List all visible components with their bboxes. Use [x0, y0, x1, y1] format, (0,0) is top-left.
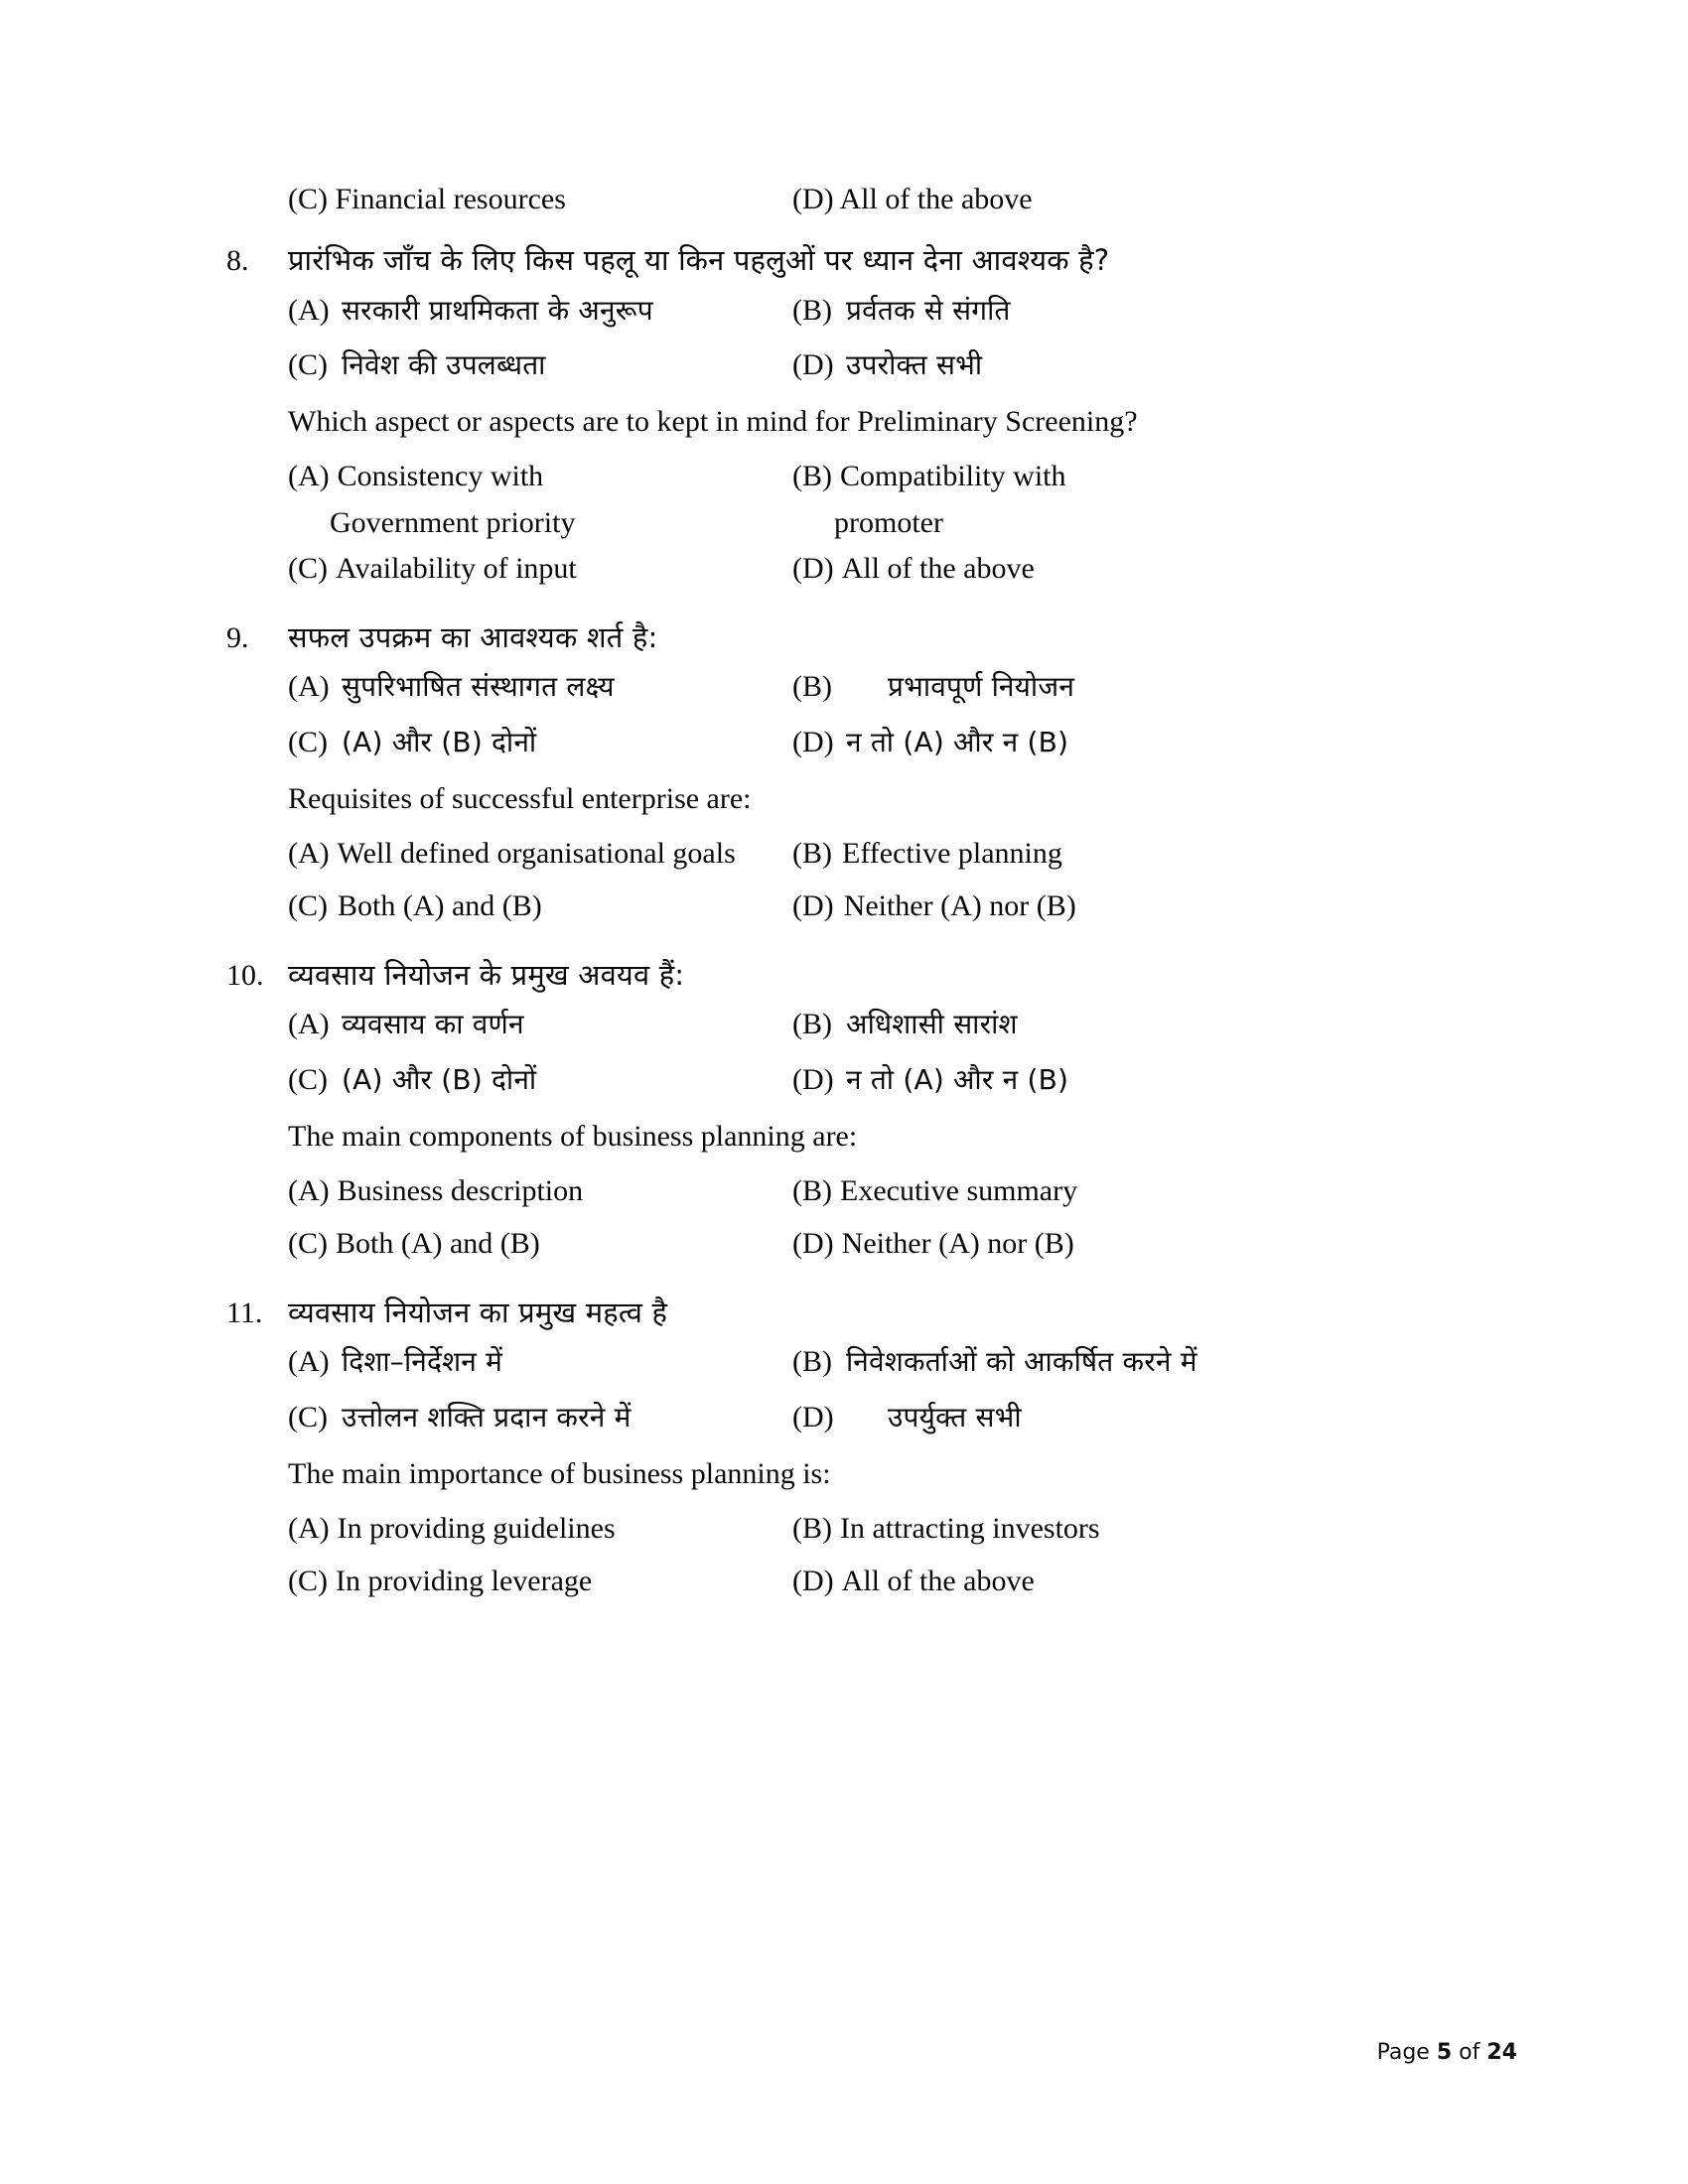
- option-text: Business description: [337, 1173, 584, 1207]
- option-label: (D): [792, 1226, 834, 1260]
- carryover-option-c: [288, 177, 792, 221]
- option-text: (A) और (B) दोनों: [342, 1062, 537, 1096]
- option-label: (A): [288, 836, 330, 870]
- question-9-option-c-english[interactable]: [288, 884, 792, 928]
- option-text: निवेश की उपलब्धता: [342, 347, 546, 381]
- question-8-option-b-english[interactable]: [792, 454, 1458, 498]
- option-text: (A) और (B) दोनों: [342, 725, 537, 758]
- question-11-stem-hindi-text: व्यवसाय नियोजन का प्रमुख महत्व है: [288, 1295, 668, 1329]
- option-label: (A): [288, 293, 330, 327]
- question-11-number: 11.: [226, 1296, 263, 1329]
- option-text: Both (A) and (B): [338, 888, 542, 922]
- spacer: [226, 936, 1458, 954]
- question-10-options-english-row1: [288, 1168, 1458, 1213]
- question-9-option-b-hindi[interactable]: [792, 665, 1458, 708]
- question-8-option-b-english-line2: promoter: [834, 505, 943, 539]
- question-10-option-d-hindi[interactable]: [792, 1058, 1458, 1101]
- option-text: Executive summary: [840, 1173, 1078, 1207]
- option-label: (C): [288, 1564, 328, 1597]
- question-9-option-d-hindi[interactable]: [792, 721, 1458, 763]
- carryover-option-c-text: (C) Financial resources: [288, 183, 566, 215]
- option-label: (D): [792, 1400, 834, 1433]
- option-text: Consistency with: [337, 459, 544, 492]
- option-label: (B): [792, 1345, 832, 1379]
- question-11-options-hindi-row1: [288, 1340, 1458, 1383]
- question-block-9: [226, 616, 1458, 928]
- option-label: (D): [792, 347, 834, 381]
- footer-page-prefix: Page: [1376, 2040, 1430, 2065]
- option-text: दिशा–निर्देशन में: [342, 1345, 503, 1379]
- question-9-option-a-english[interactable]: [288, 831, 792, 876]
- option-label: (B): [792, 1511, 832, 1545]
- question-10-options-hindi-row2: [288, 1058, 1458, 1101]
- option-text: उत्तोलन शक्ति प्रदान करने में: [342, 1400, 632, 1433]
- option-label: (D): [792, 888, 834, 922]
- option-text: निवेशकर्ताओं को आकर्षित करने में: [846, 1345, 1197, 1379]
- question-10-stem-english: The main components of business planning are:: [288, 1120, 858, 1154]
- question-9-option-d-english[interactable]: [792, 884, 1458, 928]
- option-label: (C): [288, 888, 328, 922]
- carryover-option-d: [792, 177, 1458, 221]
- carryover-options: [288, 177, 1458, 221]
- option-text: Neither (A) nor (B): [841, 1226, 1074, 1260]
- question-8-options-hindi-row1: [288, 289, 1458, 332]
- option-text: न तो (A) और न (B): [846, 725, 1069, 758]
- question-9-stem-hindi-text: सफल उपक्रम का आवश्यक शर्त है:: [288, 619, 658, 654]
- option-label: (D): [792, 1062, 834, 1096]
- question-9-option-b-english[interactable]: [792, 831, 1458, 876]
- option-text: सुपरिभाषित संस्थागत लक्ष्य: [342, 670, 615, 704]
- option-text: अधिशासी सारांश: [846, 1008, 1018, 1041]
- question-10-number: 10.: [226, 958, 264, 992]
- footer-of: of: [1459, 2040, 1480, 2065]
- option-label: (B): [792, 1173, 832, 1207]
- option-text: सरकारी प्राथमिकता के अनुरूप: [342, 293, 653, 327]
- page-content: [226, 177, 1458, 1611]
- question-block-10: [226, 954, 1458, 1266]
- question-11-options-hindi-row2: [288, 1396, 1458, 1438]
- question-9-stem-english: Requisites of successful enterprise are:: [288, 782, 752, 816]
- question-8-stem-english: Which aspect or aspects are to kept in mind for Preliminary Screening?: [288, 405, 1138, 439]
- option-text: उपरोक्त सभी: [846, 347, 983, 381]
- question-9-option-a-hindi[interactable]: [288, 665, 792, 708]
- question-10-option-a-english[interactable]: [288, 1168, 792, 1213]
- option-label: (A): [288, 1511, 330, 1545]
- option-label: (C): [288, 725, 328, 758]
- question-10-option-c-hindi[interactable]: [288, 1058, 792, 1101]
- option-text: Availability of input: [336, 551, 577, 585]
- question-8-options-english-row1: [288, 454, 1458, 498]
- option-label: (C): [288, 551, 328, 585]
- carryover-option-d-text: (D) All of the above: [792, 183, 1033, 215]
- question-11-options-english-row1: [288, 1506, 1458, 1551]
- question-9-options-english-row1: [288, 831, 1458, 876]
- option-label: (B): [792, 293, 832, 327]
- question-block-11: [226, 1292, 1458, 1603]
- question-8-option-d-english[interactable]: [792, 546, 1458, 591]
- option-text: Effective planning: [842, 836, 1062, 870]
- question-8-option-c-english[interactable]: [288, 546, 792, 591]
- question-8-options-english-row2: [288, 546, 1458, 591]
- option-label: (A): [288, 1345, 330, 1379]
- question-10-option-b-hindi[interactable]: [792, 1003, 1458, 1045]
- question-11-option-d-english[interactable]: [792, 1559, 1458, 1603]
- question-11-option-a-hindi[interactable]: [288, 1340, 792, 1383]
- option-text: Both (A) and (B): [336, 1226, 540, 1260]
- question-11-option-c-hindi[interactable]: [288, 1396, 792, 1438]
- option-label: (A): [288, 670, 330, 704]
- question-11-option-b-english[interactable]: [792, 1506, 1458, 1551]
- option-text: न तो (A) और न (B): [846, 1062, 1069, 1096]
- question-10-options-hindi-row1: [288, 1003, 1458, 1045]
- option-text: प्रभावपूर्ण नियोजन: [888, 670, 1075, 704]
- question-block-8: [226, 239, 1458, 591]
- question-10-option-b-english[interactable]: [792, 1168, 1458, 1213]
- question-8-option-c-hindi[interactable]: [288, 343, 792, 386]
- option-label: (C): [288, 1400, 328, 1433]
- option-label: (A): [288, 1008, 330, 1041]
- option-text: Well defined organisational goals: [337, 836, 736, 870]
- question-8-option-a-english-line2: Government priority: [330, 505, 576, 539]
- question-11-option-a-english[interactable]: [288, 1506, 792, 1551]
- option-text: All of the above: [841, 551, 1035, 585]
- question-11-options-english-row2: [288, 1559, 1458, 1603]
- spacer: [226, 229, 1458, 239]
- question-9-options-english-row2: [288, 884, 1458, 928]
- question-9-options-hindi-row2: [288, 721, 1458, 763]
- question-8-options-hindi-row2: [288, 343, 1458, 386]
- question-9-option-c-hindi[interactable]: [288, 721, 792, 763]
- spacer: [226, 599, 1458, 616]
- option-text: Neither (A) nor (B): [843, 888, 1076, 922]
- question-9-options-hindi-row1: [288, 665, 1458, 708]
- spacer: [226, 1274, 1458, 1292]
- question-8-option-b-hindi[interactable]: [792, 289, 1458, 332]
- question-11-option-c-english[interactable]: [288, 1559, 792, 1603]
- option-text: प्रर्वतक से संगति: [846, 293, 1011, 327]
- question-8-options-english-continuation: [288, 506, 1458, 540]
- footer-current-page: 5: [1436, 2040, 1453, 2065]
- question-11-option-b-hindi[interactable]: [792, 1340, 1458, 1383]
- option-label: (A): [288, 1173, 330, 1207]
- question-11-option-d-hindi[interactable]: [792, 1396, 1458, 1438]
- question-11-stem-english: The main importance of business planning is:: [288, 1457, 831, 1490]
- option-label: (D): [792, 725, 834, 758]
- question-10-stem-hindi-text: व्यवसाय नियोजन के प्रमुख अवयव हैं:: [288, 957, 685, 992]
- question-10-option-a-hindi[interactable]: [288, 1003, 792, 1045]
- option-label: (A): [288, 459, 330, 492]
- option-label: (B): [792, 670, 832, 704]
- question-11-stem-hindi: [226, 1292, 1458, 1335]
- question-8-option-a-hindi[interactable]: [288, 289, 792, 332]
- question-10-options-english-row2: [288, 1221, 1458, 1266]
- option-label: (B): [792, 1008, 832, 1041]
- question-8-stem-hindi-text: प्रारंभिक जाँच के लिए किस पहलू या किन पहलुओं पर ध्यान देना आवश्यक है?: [288, 243, 1110, 277]
- page-footer: [1377, 2040, 1517, 2065]
- option-label: (C): [288, 1226, 328, 1260]
- option-label: (D): [792, 1564, 834, 1597]
- question-10-option-c-english[interactable]: [288, 1221, 792, 1266]
- question-10-stem-hindi: [226, 954, 1458, 998]
- option-label: (D): [792, 551, 834, 585]
- option-text: In providing guidelines: [337, 1511, 616, 1545]
- question-8-stem-hindi: [226, 239, 1458, 283]
- question-8-number: 8.: [226, 244, 249, 277]
- question-9-stem-hindi: [226, 616, 1458, 660]
- option-label: (B): [792, 459, 832, 492]
- question-10-option-d-english[interactable]: [792, 1221, 1458, 1266]
- option-text: All of the above: [841, 1564, 1035, 1597]
- option-text: व्यवसाय का वर्णन: [342, 1008, 524, 1041]
- option-label: (C): [288, 1062, 328, 1096]
- option-label: (B): [792, 836, 832, 870]
- question-8-option-a-english[interactable]: [288, 454, 792, 498]
- footer-total-pages: 24: [1486, 2040, 1517, 2065]
- option-text: Compatibility with: [840, 459, 1066, 492]
- option-text: In providing leverage: [336, 1564, 593, 1597]
- option-text: In attracting investors: [840, 1511, 1100, 1545]
- question-8-option-d-hindi[interactable]: [792, 343, 1458, 386]
- question-9-number: 9.: [226, 620, 249, 654]
- option-text: उपर्युक्त सभी: [888, 1400, 1022, 1433]
- option-label: (C): [288, 347, 328, 381]
